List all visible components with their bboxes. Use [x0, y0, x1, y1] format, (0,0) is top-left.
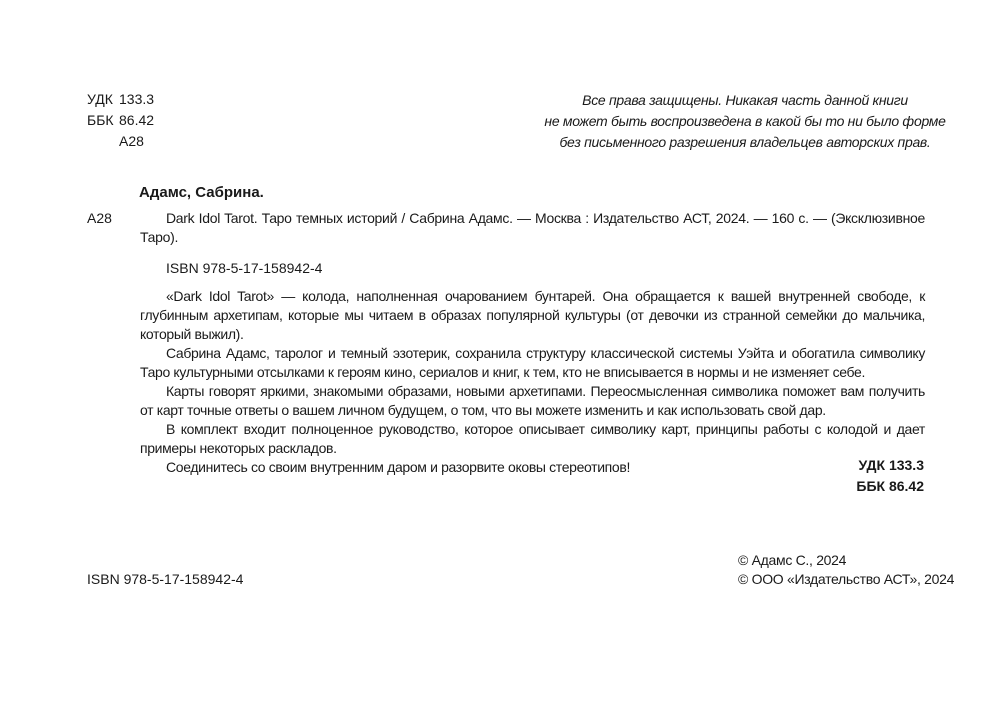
copyright-author: © Адамс С., 2024: [738, 552, 847, 568]
udk-value: 133.3: [119, 91, 155, 107]
author-mark: А28: [119, 133, 144, 149]
isbn-main: ISBN 978-5-17-158942-4: [166, 260, 323, 276]
classification-codes-right: [856, 455, 924, 497]
annotation-paragraph: Карты говорят яркими, знакомыми образами, новыми архетипами. Переосмысленная символика поможет вам получить от карт точные ответы о вашем личном будущем, о том, что вы можете изменить и как использовать свой дар.: [140, 383, 925, 418]
bbk-value: 86.42: [119, 112, 155, 128]
annotation: [140, 287, 925, 477]
rights-line: без письменного разрешения владельцев авторских прав.: [559, 134, 931, 150]
bbk-label: ББК: [87, 112, 114, 128]
udk-label: УДК: [87, 91, 113, 107]
rights-notice: [510, 90, 980, 153]
annotation-paragraph: Соединитесь со своим внутренним даром и разорвите оковы стереотипов!: [166, 459, 630, 475]
annotation-paragraph: В комплект входит полноценное руководство, которое описывает символику карт, принципы работы с колодой и дает примеры некоторых раскладов.: [140, 421, 925, 456]
bbk-code-right: ББК 86.42: [856, 478, 924, 494]
copyright-publisher: © ООО «Издательство АСТ», 2024: [738, 571, 955, 587]
isbn-bottom: ISBN 978-5-17-158942-4: [87, 571, 244, 587]
rights-line: Все права защищены. Никакая часть данной книги: [582, 92, 908, 108]
bibliographic-record: Dark Idol Tarot. Таро темных историй / Сабрина Адамс. — Москва : Издательство АСТ, 2024. — 160 с. — (Эксклюзивное Таро).: [140, 210, 925, 245]
copyright-block: [738, 551, 954, 589]
author-heading: Адамс, Сабрина.: [139, 184, 264, 201]
annotation-paragraph: Сабрина Адамс, таролог и темный эзотерик, сохранила структуру классической системы Уэйта и обогатила символику Таро культурными отсылками к героям кино, сериалов и книг, к тем, кто не вписывается в нормы и не изменяет себе.: [140, 345, 925, 380]
rights-line: не может быть воспроизведена в какой бы то ни было форме: [544, 113, 946, 129]
bib-code: А28: [87, 210, 112, 226]
udk-code-right: УДК 133.3: [858, 457, 924, 473]
annotation-paragraph: «Dark Idol Tarot» — колода, наполненная очарованием бунтарей. Она обращается к вашей внутренней свободе, к глубинным архетипам, которые мы читаем в образах популярной культуры (от девочки из странной семейки до мальчика, который выжил).: [140, 288, 925, 342]
